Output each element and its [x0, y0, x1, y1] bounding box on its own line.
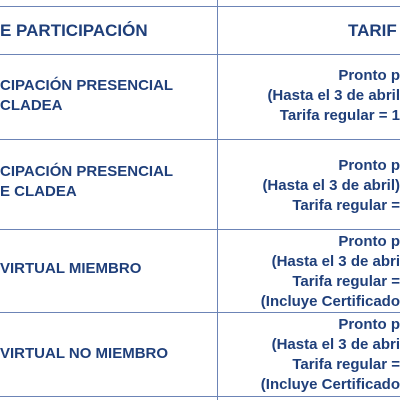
- row-4-fee-line-3: Tarifa regular =: [292, 356, 400, 373]
- row-2-participation-type: [0, 162, 173, 202]
- row-3-fee: [261, 232, 400, 312]
- row-4-fee: [261, 315, 400, 395]
- row-1-fee-line-3: Tarifa regular = 1: [279, 107, 400, 124]
- row-2-fee-line-3: Tarifa regular =: [292, 197, 400, 214]
- row-4-fee-line-4: (Incluye Certificado: [260, 376, 400, 393]
- row-4-fee-line-2: (Hasta el 3 de abri: [271, 336, 400, 353]
- row-4-fee-line-1: Pronto p: [338, 316, 400, 333]
- table-border-top: [0, 6, 400, 7]
- table-column-divider: [217, 0, 218, 400]
- row-2-fee-line-1: Pronto p: [338, 157, 400, 174]
- row-2-fee-line-2: (Hasta el 3 de abril): [262, 177, 400, 194]
- table-row-divider: [0, 229, 400, 230]
- row-1-fee-line-2: (Hasta el 3 de abril: [267, 87, 400, 104]
- row-2-fee: [262, 156, 400, 216]
- table-row-divider: [0, 312, 400, 313]
- row-4-participation-type: [0, 344, 168, 364]
- row-3-participation-type: [0, 259, 141, 279]
- column-header-fee: TARIF: [348, 21, 397, 40]
- table-row-divider: [0, 139, 400, 140]
- row-1-participation-line-1: CIPACIÓN PRESENCIAL: [0, 77, 174, 94]
- column-header-participation: E PARTICIPACIÓN: [0, 21, 148, 40]
- row-4-participation-line-1: VIRTUAL NO MIEMBRO: [0, 345, 169, 362]
- row-3-fee-line-1: Pronto p: [338, 233, 400, 250]
- row-1-fee-line-1: Pronto p: [338, 67, 400, 84]
- row-3-fee-line-3: Tarifa regular =: [292, 273, 400, 290]
- row-3-participation-line-1: VIRTUAL MIEMBRO: [0, 260, 142, 277]
- row-3-fee-line-2: (Hasta el 3 de abri: [271, 253, 400, 270]
- row-1-fee: [267, 66, 400, 126]
- row-1-participation-line-2: CLADEA: [0, 97, 63, 114]
- row-2-participation-line-1: CIPACIÓN PRESENCIAL: [0, 163, 174, 180]
- row-1-participation-type: [0, 76, 173, 116]
- row-3-fee-line-4: (Incluye Certificado: [260, 293, 400, 310]
- row-2-participation-line-2: E CLADEA: [0, 183, 77, 200]
- table-border-bottom: [0, 396, 400, 397]
- table-header-divider: [0, 54, 400, 55]
